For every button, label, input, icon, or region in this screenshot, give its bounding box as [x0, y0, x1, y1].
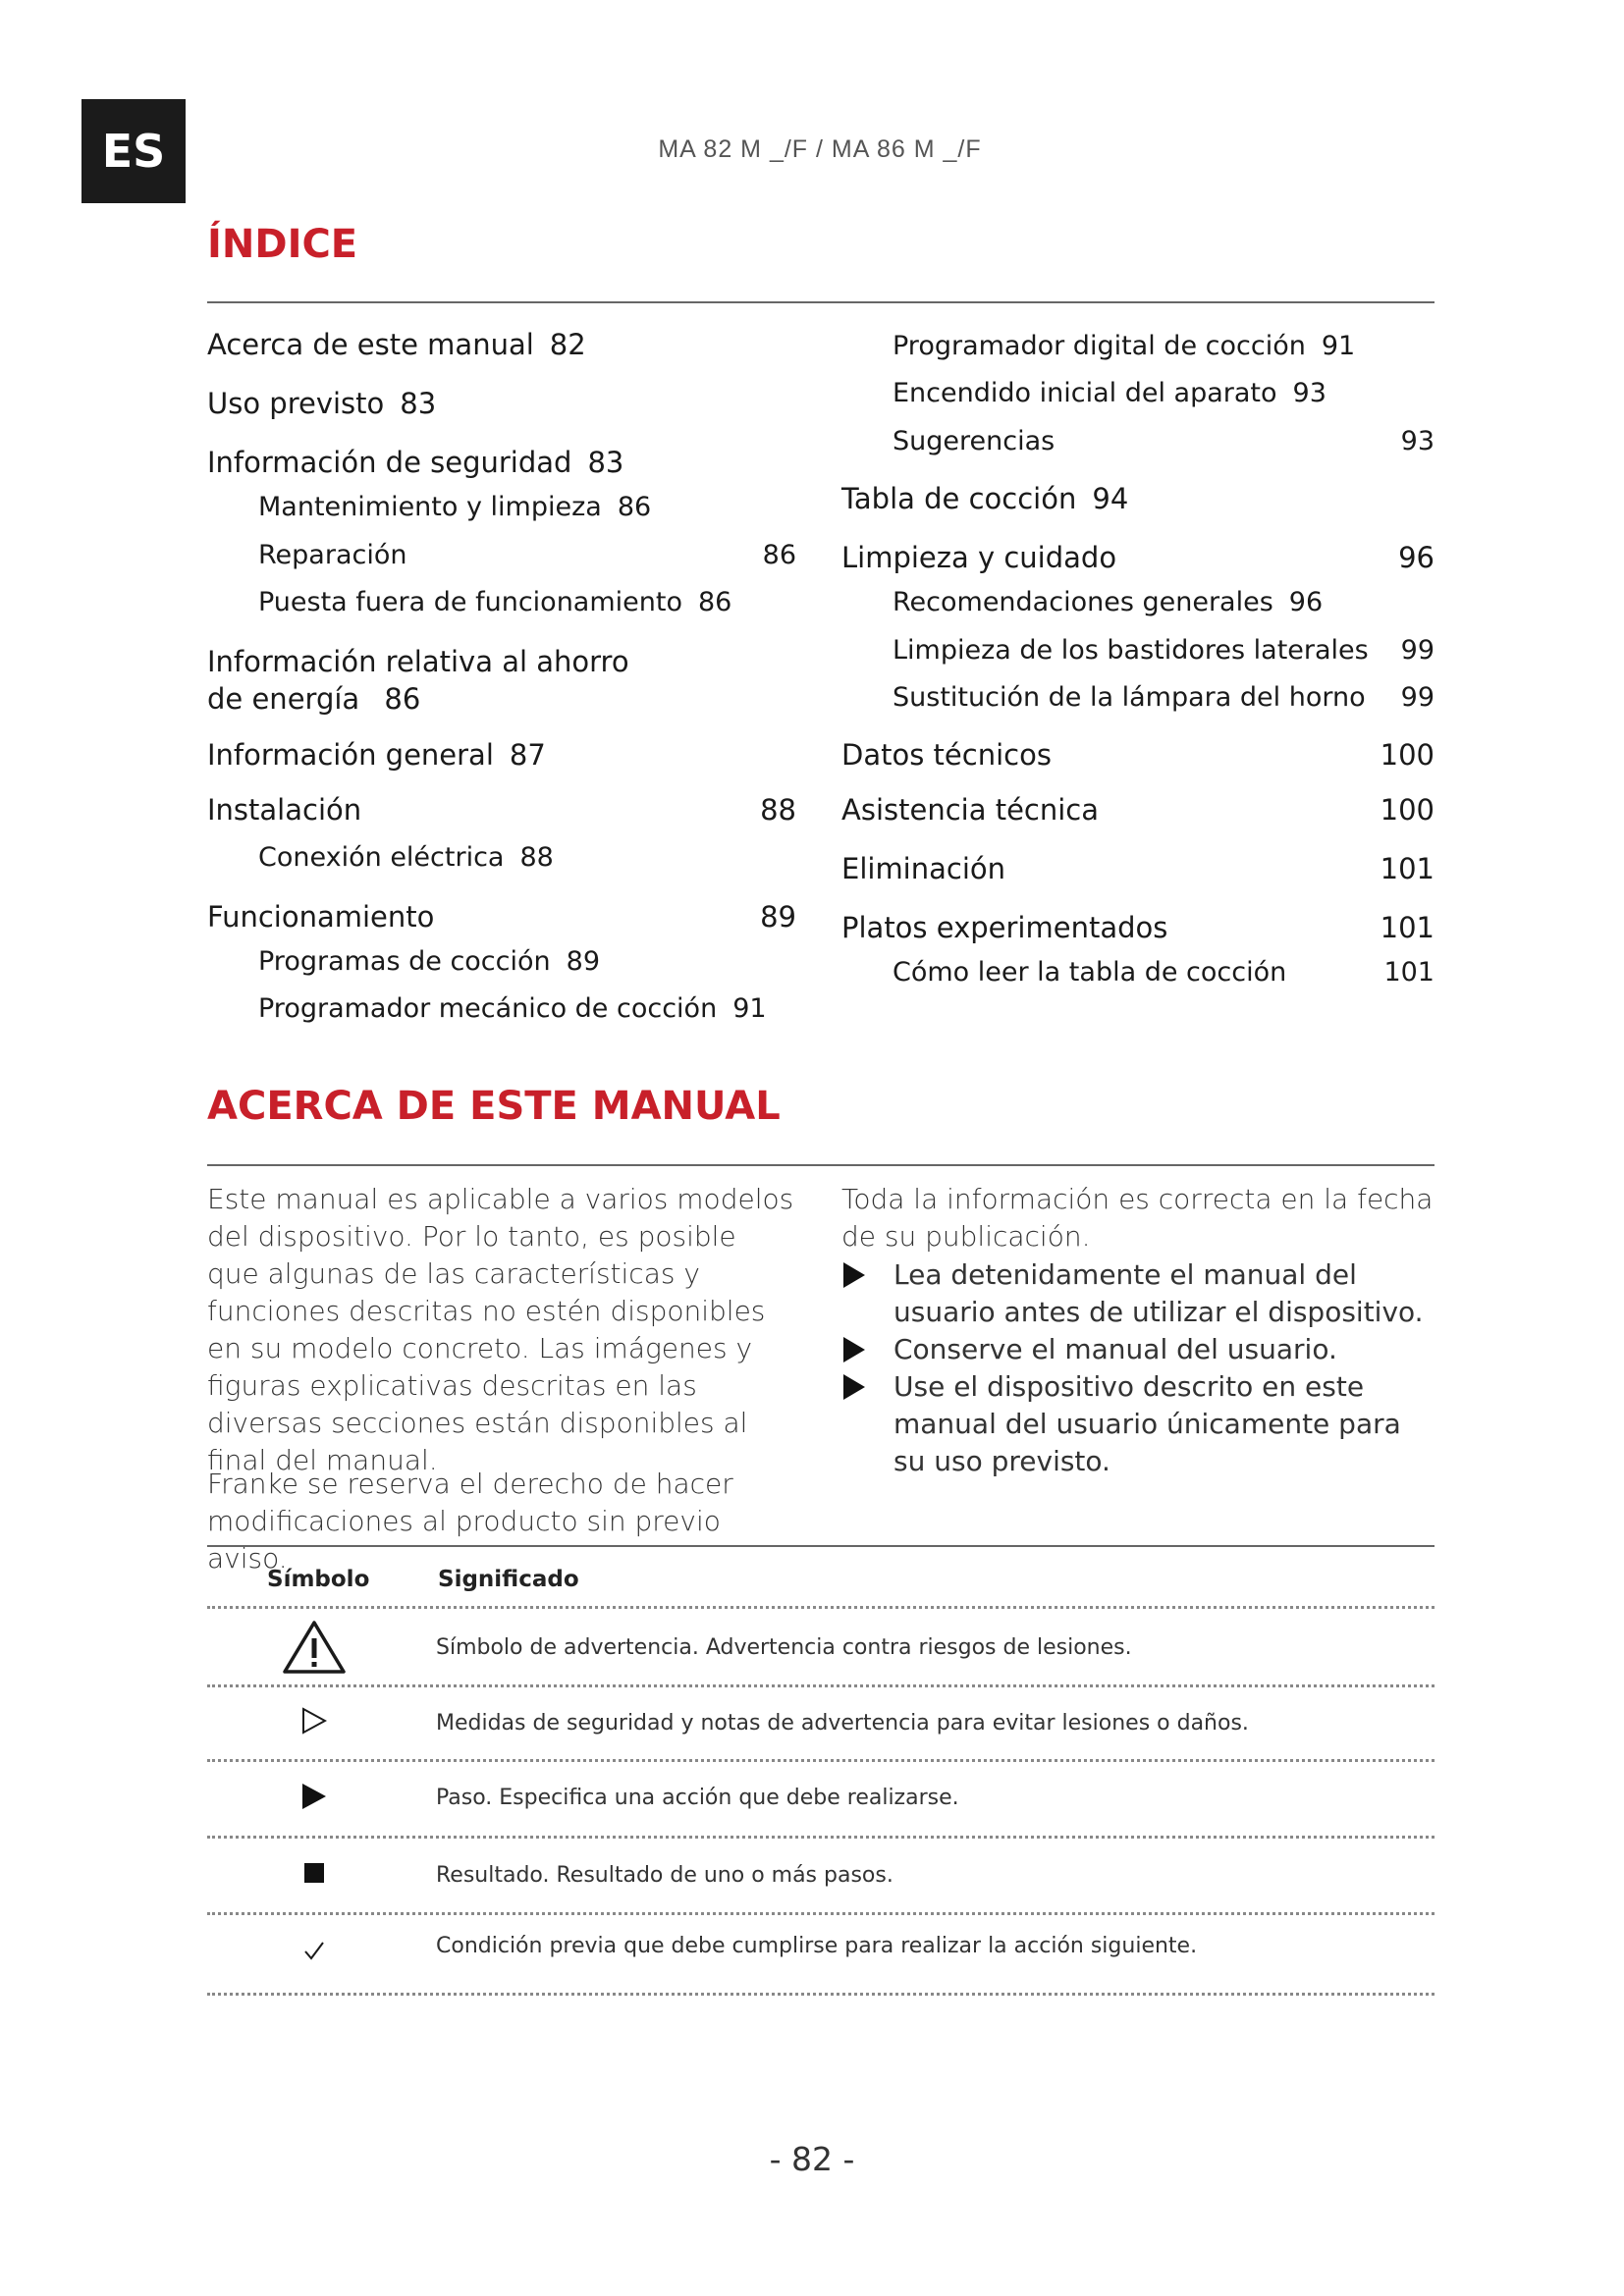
toc-entry[interactable]: Asistencia técnica 100 — [841, 793, 1435, 827]
bullet-item: Lea detenidamente el manual del usuario antes de utilizar el dispositivo. — [841, 1256, 1435, 1331]
toc-subentry[interactable]: Reparación 86 — [258, 540, 796, 570]
about-paragraph: Franke se reserva el derecho de hacer modificaciones al producto sin previo aviso. — [207, 1468, 733, 1575]
warning-triangle-icon — [245, 1617, 383, 1678]
index-divider — [207, 301, 1435, 303]
step-arrow-icon — [841, 1256, 893, 1331]
toc-entry[interactable]: Funcionamiento 89 — [207, 900, 796, 934]
toc-subentry[interactable]: Sustitución de la lámpara del horno 99 — [893, 682, 1435, 713]
index-title: ÍNDICE — [207, 222, 358, 267]
table-row-meaning: Paso. Especifica una acción que debe realizarse. — [436, 1786, 959, 1810]
table-header-symbol: Símbolo — [267, 1567, 370, 1592]
toc-subentry[interactable]: Cómo leer la tabla de cocción 101 — [893, 957, 1435, 988]
toc-entry[interactable]: Datos técnicos 100 — [841, 738, 1435, 772]
table-divider — [207, 1684, 1435, 1687]
toc-entry[interactable]: Instalación 88 — [207, 793, 796, 827]
page-number: - 82 - — [769, 2140, 855, 2178]
toc-subentry[interactable]: Encendido inicial del aparato 93 — [893, 378, 1326, 408]
table-row-meaning: Condición previa que debe cumplirse para realizar la acción siguiente. — [436, 1934, 1198, 1958]
language-badge: ES — [81, 99, 186, 203]
toc-subentry[interactable]: Limpieza de los bastidores laterales 99 — [893, 635, 1435, 666]
table-bottom-divider — [207, 1993, 1435, 1996]
table-divider — [207, 1836, 1435, 1839]
toc-entry[interactable]: Información de seguridad 83 — [207, 446, 624, 479]
step-arrow-icon — [841, 1331, 893, 1368]
bullet-item: Use el dispositivo descrito en este manual del usuario únicamente para su uso previsto. — [841, 1368, 1435, 1480]
bullet-item: Conserve el manual del usuario. — [841, 1331, 1435, 1368]
outline-triangle-icon — [245, 1696, 383, 1745]
filled-triangle-icon — [245, 1772, 383, 1821]
toc-subentry[interactable]: Mantenimiento y limpieza 86 — [258, 492, 652, 522]
table-divider — [207, 1912, 1435, 1915]
toc-subentry[interactable]: Puesta fuera de funcionamiento 86 — [258, 587, 732, 617]
toc-entry[interactable]: Acerca de este manual 82 — [207, 328, 586, 361]
toc-subentry[interactable]: Programador digital de cocción 91 — [893, 331, 1356, 361]
about-paragraph: Este manual es aplicable a varios modelos del dispositivo. Por lo tanto, es posible que algunas de las características y funciones descritas no estén disponibles en su modelo concreto. Las imágenes y figuras explicativas descritas en las diversas secciones están disponibles al final del manual. — [207, 1183, 794, 1476]
filled-square-icon — [245, 1848, 383, 1897]
checkmark-icon — [245, 1926, 383, 1975]
toc-subentry[interactable]: Programas de cocción 89 — [258, 946, 600, 977]
toc-entry[interactable]: Tabla de cocción 94 — [841, 482, 1129, 515]
table-header-meaning: Significado — [438, 1567, 579, 1592]
toc-subentry[interactable]: Sugerencias 93 — [893, 426, 1435, 456]
toc-subentry[interactable]: Conexión eléctrica 88 — [258, 842, 554, 873]
about-title: ACERCA DE ESTE MANUAL — [207, 1084, 781, 1129]
toc-subentry[interactable]: Programador mecánico de cocción 91 — [258, 993, 767, 1024]
toc-entry[interactable]: Eliminación 101 — [841, 852, 1435, 885]
toc-entry[interactable]: Platos experimentados 101 — [841, 911, 1435, 944]
toc-entry[interactable]: Uso previsto 83 — [207, 387, 437, 420]
about-divider — [207, 1164, 1435, 1166]
table-row-meaning: Resultado. Resultado de uno o más pasos. — [436, 1863, 893, 1888]
table-divider — [207, 1606, 1435, 1609]
step-arrow-icon — [841, 1368, 893, 1480]
table-top-rule — [207, 1545, 1435, 1547]
model-line: MA 82 M _/F / MA 86 M _/F — [658, 135, 982, 163]
toc-entry[interactable]: Información general 87 — [207, 738, 546, 772]
table-row-meaning: Medidas de seguridad y notas de advertencia para evitar lesiones o daños. — [436, 1711, 1249, 1735]
about-paragraph: Toda la información es correcta en la fecha de su publicación. — [841, 1183, 1434, 1253]
table-divider — [207, 1759, 1435, 1762]
toc-subentry[interactable]: Recomendaciones generales 96 — [893, 587, 1324, 617]
toc-entry[interactable]: Información relativa al ahorro de energía 86 — [207, 645, 629, 716]
toc-entry[interactable]: Limpieza y cuidado 96 — [841, 541, 1435, 574]
table-row-meaning: Símbolo de advertencia. Advertencia contra riesgos de lesiones. — [436, 1635, 1132, 1660]
